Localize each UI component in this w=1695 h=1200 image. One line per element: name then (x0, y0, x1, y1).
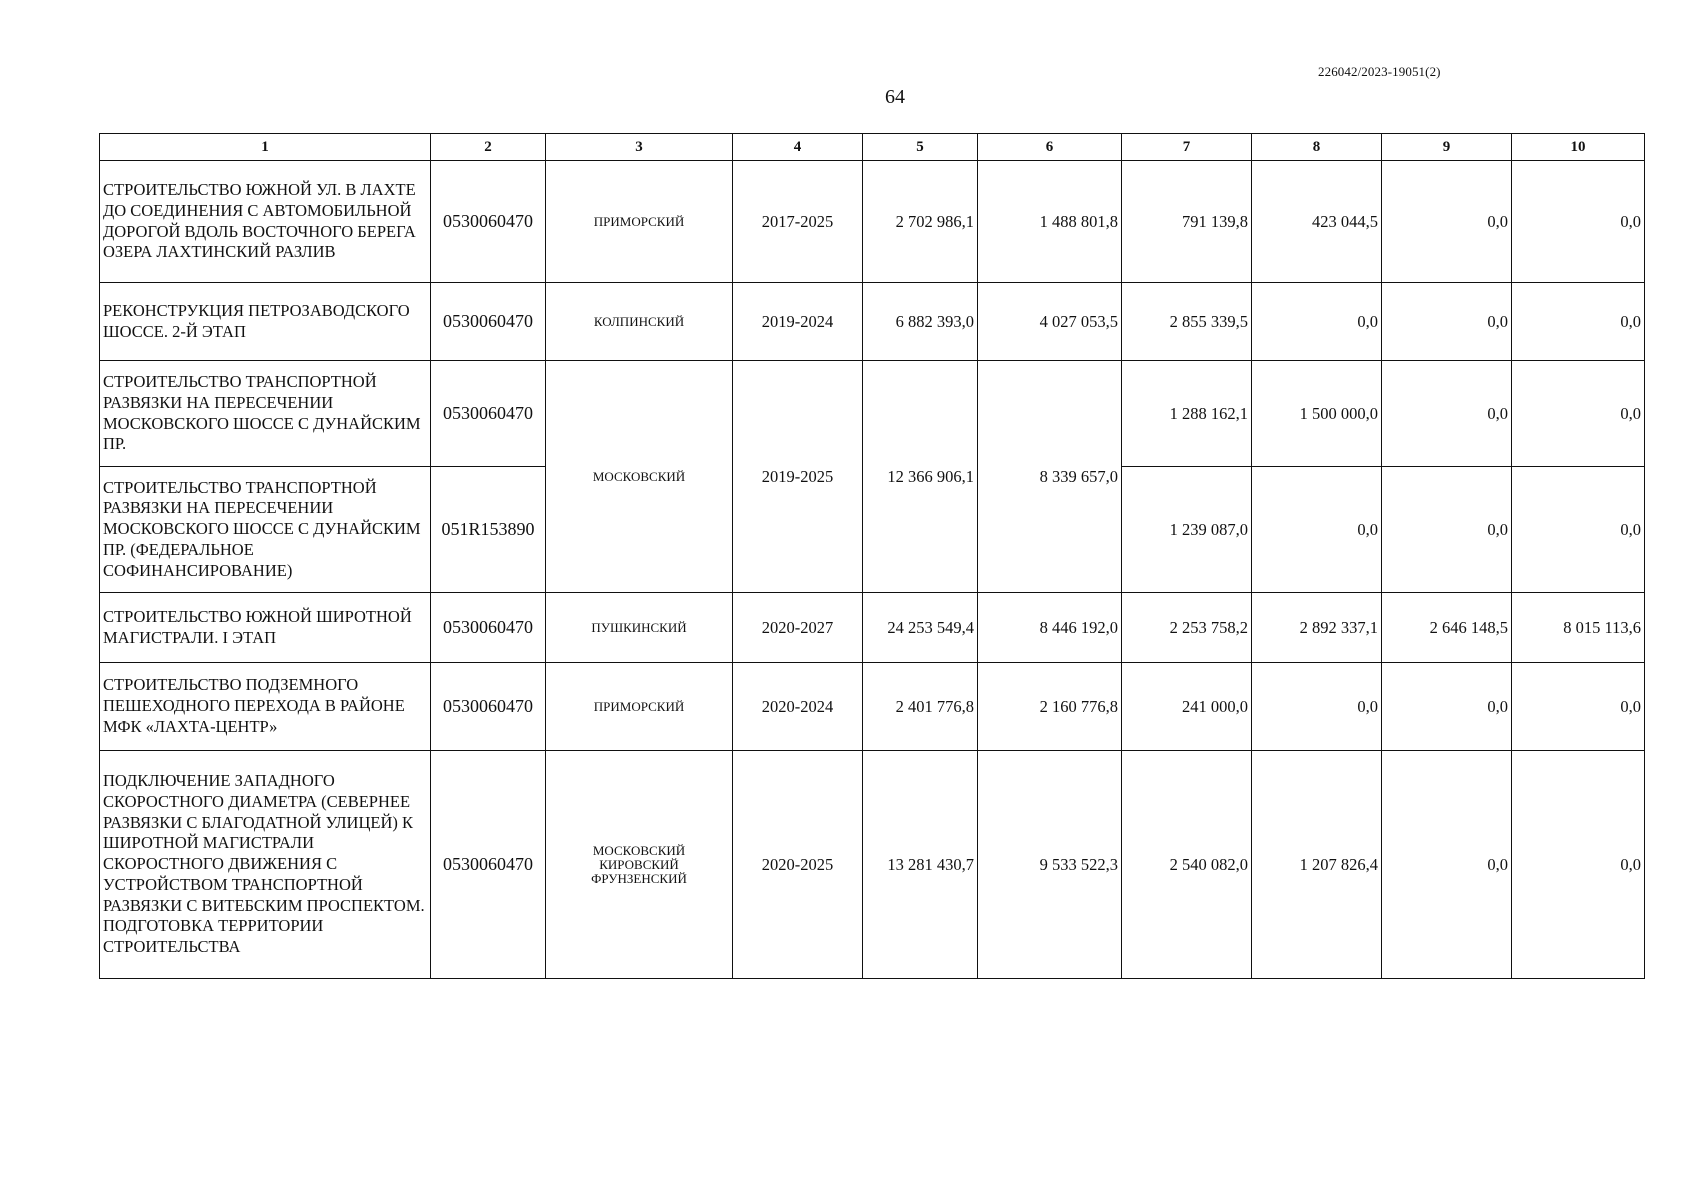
amount-col9-cell: 0,0 (1382, 161, 1512, 283)
amount-col6-cell: 2 160 776,8 (978, 663, 1122, 751)
amount-col8-cell: 2 892 337,1 (1252, 593, 1382, 663)
district-cell: МОСКОВСКИЙ (546, 361, 733, 593)
amount-col6-cell: 4 027 053,5 (978, 283, 1122, 361)
budget-table (99, 133, 1645, 979)
amount-col8-cell: 1 207 826,4 (1252, 751, 1382, 979)
amount-col10-cell: 0,0 (1512, 283, 1645, 361)
total-cost-cell: 2 702 986,1 (863, 161, 978, 283)
column-header: 6 (978, 134, 1122, 161)
column-header: 4 (733, 134, 863, 161)
amount-col8-cell: 1 500 000,0 (1252, 361, 1382, 467)
document-id: 226042/2023-19051(2) (1318, 64, 1441, 79)
budget-code-cell: 0530060470 (431, 751, 546, 979)
amount-col6-cell: 1 488 801,8 (978, 161, 1122, 283)
district-cell: ПРИМОРСКИЙ (546, 663, 733, 751)
period-cell: 2020-2027 (733, 593, 863, 663)
amount-col7-cell: 791 139,8 (1122, 161, 1252, 283)
project-name-cell: СТРОИТЕЛЬСТВО ЮЖНОЙ УЛ. В ЛАХТЕ ДО СОЕДИНЕНИЯ С АВТОМОБИЛЬНОЙ ДОРОГОЙ ВДОЛЬ ВОСТОЧНОГО БЕРЕГА ОЗЕРА ЛАХТИНСКИЙ РАЗЛИВ (100, 161, 431, 283)
amount-col10-cell: 0,0 (1512, 467, 1645, 593)
column-header: 5 (863, 134, 978, 161)
budget-code-cell: 051R153890 (431, 467, 546, 593)
budget-code-cell: 0530060470 (431, 283, 546, 361)
amount-col7-cell: 2 540 082,0 (1122, 751, 1252, 979)
amount-col10-cell: 0,0 (1512, 161, 1645, 283)
amount-col9-cell: 0,0 (1382, 361, 1512, 467)
amount-col10-cell: 8 015 113,6 (1512, 593, 1645, 663)
amount-col8-cell: 0,0 (1252, 663, 1382, 751)
table-row (100, 751, 1645, 979)
period-cell: 2019-2025 (733, 361, 863, 593)
table-row (100, 663, 1645, 751)
table-row (100, 161, 1645, 283)
amount-col9-cell: 2 646 148,5 (1382, 593, 1512, 663)
total-cost-cell: 2 401 776,8 (863, 663, 978, 751)
amount-col8-cell: 0,0 (1252, 467, 1382, 593)
district-cell: ПУШКИНСКИЙ (546, 593, 733, 663)
amount-col9-cell: 0,0 (1382, 663, 1512, 751)
period-cell: 2020-2025 (733, 751, 863, 979)
column-header: 8 (1252, 134, 1382, 161)
column-header: 9 (1382, 134, 1512, 161)
district-cell: КОЛПИНСКИЙ (546, 283, 733, 361)
amount-col6-cell: 8 446 192,0 (978, 593, 1122, 663)
project-name-cell: ПОДКЛЮЧЕНИЕ ЗАПАДНОГО СКОРОСТНОГО ДИАМЕТРА (СЕВЕРНЕЕ РАЗВЯЗКИ С БЛАГОДАТНОЙ УЛИЦЕЙ) К ШИРОТНОЙ МАГИСТРАЛИ СКОРОСТНОГО ДВИЖЕНИЯ С УСТРОЙСТВОМ ТРАНСПОРТНОЙ РАЗВЯЗКИ С ВИТЕБСКИМ ПРОСПЕКТОМ. ПОДГОТОВКА ТЕРРИТОРИИ СТРОИТЕЛЬСТВА (100, 751, 431, 979)
amount-col8-cell: 423 044,5 (1252, 161, 1382, 283)
amount-col7-cell: 241 000,0 (1122, 663, 1252, 751)
amount-col7-cell: 2 253 758,2 (1122, 593, 1252, 663)
total-cost-cell: 6 882 393,0 (863, 283, 978, 361)
total-cost-cell: 24 253 549,4 (863, 593, 978, 663)
period-cell: 2019-2024 (733, 283, 863, 361)
budget-code-cell: 0530060470 (431, 663, 546, 751)
amount-col7-cell: 2 855 339,5 (1122, 283, 1252, 361)
total-cost-cell: 13 281 430,7 (863, 751, 978, 979)
amount-col10-cell: 0,0 (1512, 663, 1645, 751)
budget-code-cell: 0530060470 (431, 161, 546, 283)
budget-code-cell: 0530060470 (431, 593, 546, 663)
column-header: 3 (546, 134, 733, 161)
amount-col9-cell: 0,0 (1382, 467, 1512, 593)
amount-col10-cell: 0,0 (1512, 361, 1645, 467)
project-name-cell: СТРОИТЕЛЬСТВО ТРАНСПОРТНОЙ РАЗВЯЗКИ НА ПЕРЕСЕЧЕНИИ МОСКОВСКОГО ШОССЕ С ДУНАЙСКИМ ПР. (ФЕДЕРАЛЬНОЕ СОФИНАНСИРОВАНИЕ) (100, 467, 431, 593)
amount-col9-cell: 0,0 (1382, 283, 1512, 361)
district-line: МОСКОВСКИЙ (592, 842, 686, 858)
amount-col9-cell: 0,0 (1382, 751, 1512, 979)
column-header: 7 (1122, 134, 1252, 161)
page-number: 64 (885, 86, 905, 108)
amount-col6-cell: 8 339 657,0 (978, 361, 1122, 593)
period-cell: 2020-2024 (733, 663, 863, 751)
table-header-row (100, 134, 1645, 161)
project-name-cell: СТРОИТЕЛЬСТВО ТРАНСПОРТНОЙ РАЗВЯЗКИ НА ПЕРЕСЕЧЕНИИ МОСКОВСКОГО ШОССЕ С ДУНАЙСКИМ ПР. (100, 361, 431, 467)
district-cell (546, 751, 733, 979)
district-line: КИРОВСКИЙ (599, 856, 679, 872)
district-cell: ПРИМОРСКИЙ (546, 161, 733, 283)
table-row (100, 283, 1645, 361)
project-name-cell: СТРОИТЕЛЬСТВО ПОДЗЕМНОГО ПЕШЕХОДНОГО ПЕРЕХОДА В РАЙОНЕ МФК «ЛАХТА-ЦЕНТР» (100, 663, 431, 751)
amount-col7-cell: 1 288 162,1 (1122, 361, 1252, 467)
amount-col8-cell: 0,0 (1252, 283, 1382, 361)
column-header: 2 (431, 134, 546, 161)
table-row (100, 361, 1645, 467)
district-line: ФРУНЗЕНСКИЙ (591, 870, 687, 886)
total-cost-cell: 12 366 906,1 (863, 361, 978, 593)
project-name-cell: СТРОИТЕЛЬСТВО ЮЖНОЙ ШИРОТНОЙ МАГИСТРАЛИ. I ЭТАП (100, 593, 431, 663)
period-cell: 2017-2025 (733, 161, 863, 283)
project-name-cell: РЕКОНСТРУКЦИЯ ПЕТРОЗАВОДСКОГО ШОССЕ. 2-Й ЭТАП (100, 283, 431, 361)
amount-col7-cell: 1 239 087,0 (1122, 467, 1252, 593)
amount-col10-cell: 0,0 (1512, 751, 1645, 979)
column-header: 10 (1512, 134, 1645, 161)
table-row (100, 593, 1645, 663)
budget-code-cell: 0530060470 (431, 361, 546, 467)
amount-col6-cell: 9 533 522,3 (978, 751, 1122, 979)
column-header: 1 (100, 134, 431, 161)
